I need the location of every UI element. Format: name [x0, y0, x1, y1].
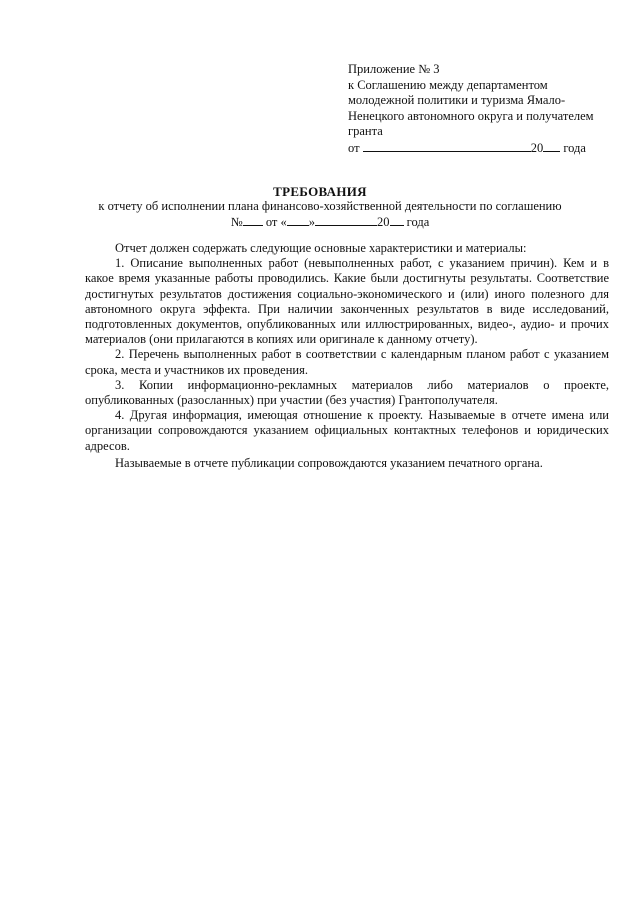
subtitle-line: к отчету об исполнении плана финансово-хозяйственной деятельности по соглашению — [98, 199, 562, 213]
date-year-prefix: 20 — [530, 140, 544, 155]
num-blank — [243, 214, 263, 226]
year-blank — [390, 214, 404, 226]
num-label: № — [230, 215, 243, 229]
body-intro: Отчет должен содержать следующие основные характеристики и материалы: — [115, 241, 527, 255]
body-item: 3. Копии информационно-рекламных материалов либо материалов о проекте, опубликованных (разосланных) при участии (без участия) Грантополучателя. — [85, 377, 609, 408]
year-prefix: 20 — [377, 215, 390, 229]
appendix-line: к Соглашению между департаментом — [348, 77, 548, 92]
date-prefix: от — [348, 140, 360, 155]
month-blank — [315, 214, 377, 226]
document-subtitle — [40, 199, 620, 230]
appendix-line: гранта — [348, 124, 383, 138]
appendix-line: молодежной политики и туризма Ямало- — [348, 93, 566, 107]
appendix-line: Приложение № 3 — [348, 62, 440, 76]
date-suffix: года — [563, 140, 586, 155]
appendix-date-row — [348, 140, 610, 157]
year-suffix: года — [406, 215, 430, 229]
appendix-line: Ненецкого автономного округа и получателем — [348, 108, 594, 123]
body-item: 1. Описание выполненных работ (невыполненных работ, с указанием причин). Кем и в какое время указанные работы проводились. Какие были достигнуты результаты. Соответствие достигнутых результатов достижения социально-экономического и (или) иного полезного для автономного округа эффекта. При наличии законченных результатов в виде исследований, подготовленных документов, опубликованных или иллюстрированных, видео-, аудио- и прочих материалов (они прилагаются в копиях или оригинале к данному отчету). — [85, 256, 609, 347]
day-blank — [287, 214, 309, 226]
from-label: от « — [265, 215, 287, 229]
body-item: 2. Перечень выполненных работ в соответствии с календарным планом работ с указанием срока, места и участников их проведения. — [85, 347, 609, 377]
date-blank — [363, 140, 531, 152]
body-item: 4. Другая информация, имеющая отношение к проекту. Называемые в отчете имена или организации сопровождаются указанием официальных контактных телефонов и юридических адресов. — [85, 408, 609, 453]
body-closing: Называемые в отчете публикации сопровождаются указанием печатного органа. — [115, 455, 543, 470]
appendix-block — [348, 62, 610, 156]
document-body — [85, 241, 609, 471]
document-title: ТРЕБОВАНИЯ — [273, 184, 367, 199]
subtitle-number-row — [40, 214, 620, 230]
quote-close: » — [308, 215, 315, 229]
year-blank — [543, 140, 560, 152]
